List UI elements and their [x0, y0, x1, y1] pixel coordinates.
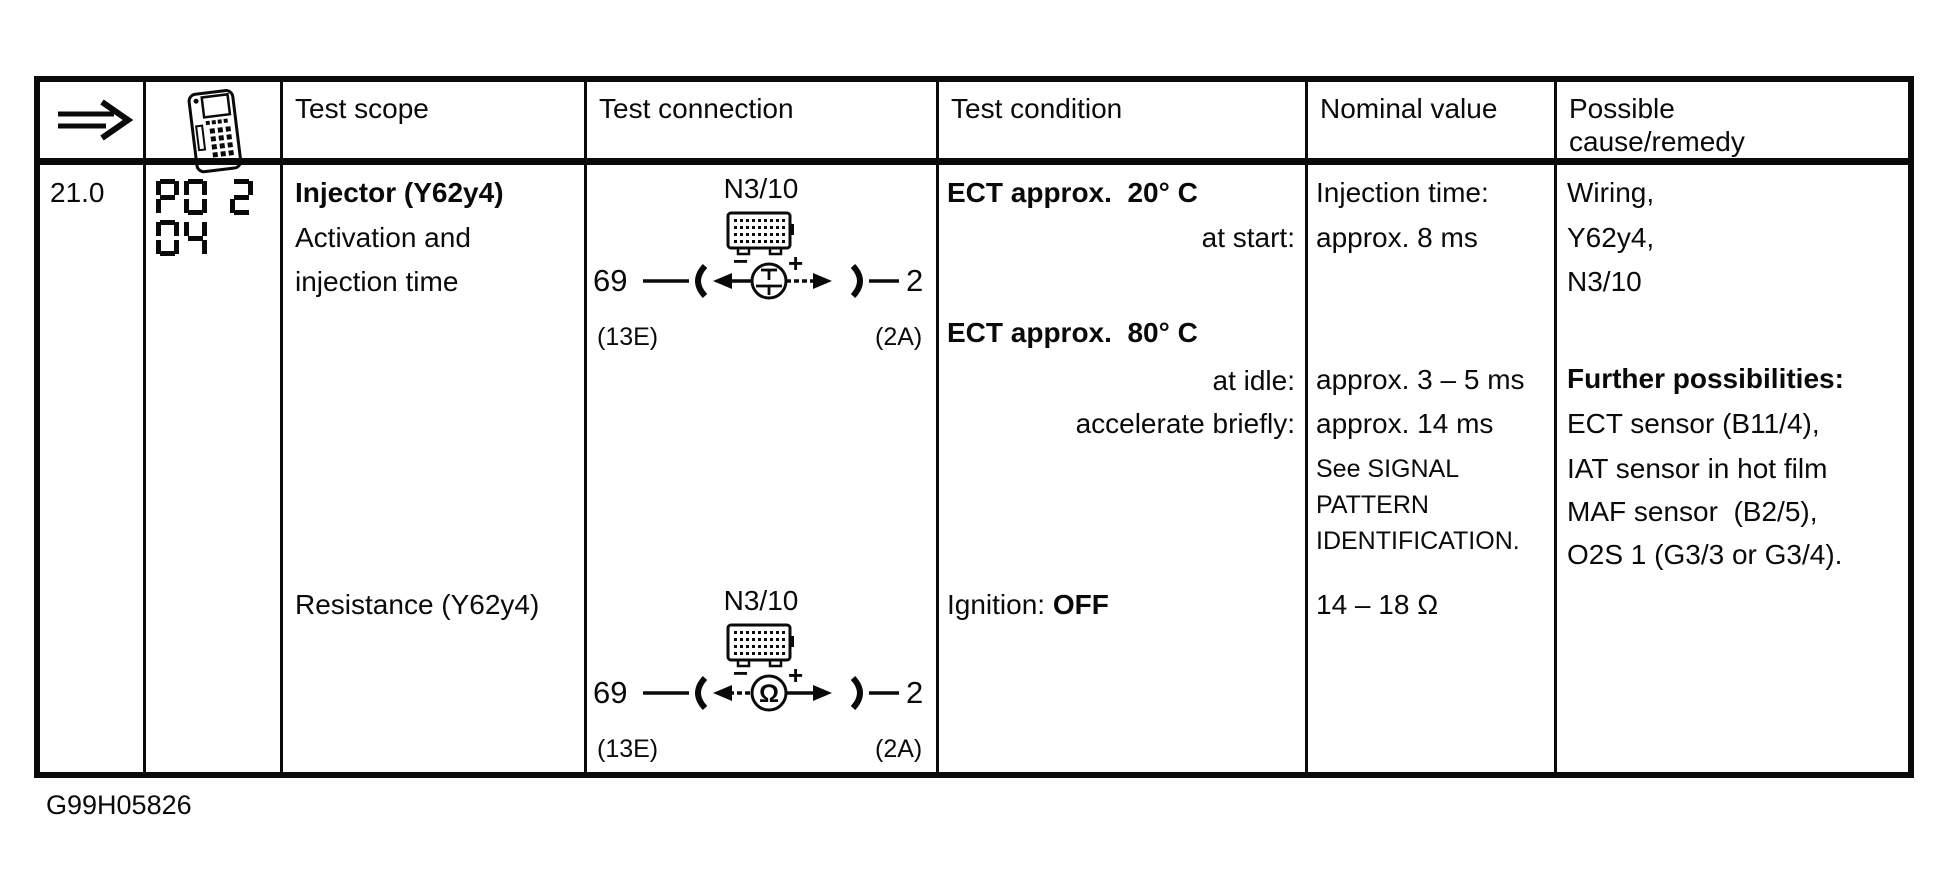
- polarity-plus: +: [788, 669, 804, 690]
- header-label: Test condition: [951, 93, 1123, 124]
- header-test-connection: [587, 82, 939, 178]
- ohm-symbol: Ω: [758, 680, 780, 708]
- ignition-value: OFF: [1052, 589, 1109, 620]
- nominal-resistance: 14 – 18 Ω: [1316, 589, 1439, 620]
- nominal-value-cell: [1308, 165, 1557, 772]
- measurement-wire-diagram: [591, 257, 931, 305]
- header-nominal-value: [1308, 82, 1557, 178]
- pin-number-left: 69: [593, 263, 628, 298]
- step-number-cell: [40, 165, 146, 772]
- diagnostic-test-table: [34, 76, 1914, 778]
- polarity-minus: −: [733, 669, 749, 688]
- cause-further-possibilities: Further possibilities:: [1567, 363, 1844, 394]
- header-tester-cell: [146, 82, 283, 178]
- nominal-3-5ms: approx. 3 – 5 ms: [1316, 364, 1525, 395]
- condition-ect-20: ECT approx. 20° C: [947, 177, 1198, 208]
- control-module-connector-icon: [724, 623, 798, 669]
- header-label: Nominal value: [1320, 93, 1498, 124]
- control-module-connector-icon: [724, 211, 798, 257]
- polarity-plus: +: [788, 257, 804, 278]
- note-line1: See SIGNAL: [1316, 455, 1460, 483]
- scope-line3: injection time: [295, 266, 459, 297]
- table-header-row: [40, 82, 1908, 165]
- nominal-14ms: approx. 14 ms: [1316, 408, 1494, 439]
- probe-arrow-right: [813, 273, 832, 289]
- header-possible-cause: [1557, 82, 1908, 178]
- header-label-line1: Possible: [1569, 93, 1675, 124]
- polarity-minus: −: [733, 257, 749, 276]
- measurement-wire-diagram: [591, 669, 931, 717]
- module-label: N3/10: [723, 585, 799, 616]
- test-condition-cell: [939, 165, 1308, 772]
- test-scope-cell: [283, 165, 587, 772]
- header-test-condition: [939, 82, 1308, 178]
- table-body-row-21-0: [40, 165, 1908, 772]
- condition-accelerate: accelerate briefly:: [1075, 408, 1295, 439]
- scope-line2: Activation and: [295, 222, 471, 253]
- cause-ect-sensor: ECT sensor (B11/4),: [1567, 408, 1820, 439]
- probe-arrow-right: [813, 685, 832, 701]
- cause-n310: N3/10: [1567, 266, 1642, 297]
- scope-title: Injector (Y62y4): [295, 177, 504, 208]
- condition-ect-80: ECT approx. 80° C: [947, 317, 1198, 348]
- cause-o2s: O2S 1 (G3/3 or G3/4).: [1567, 539, 1843, 570]
- step-number: 21.0: [50, 177, 105, 208]
- socket-label-left: (13E): [597, 735, 659, 763]
- double-right-arrow-icon: [54, 98, 138, 144]
- header-step-cell: [40, 82, 146, 178]
- condition-at-idle: at idle:: [1212, 365, 1295, 396]
- lcd-code-cell: [146, 165, 283, 772]
- socket-label-right: (2A): [875, 735, 923, 763]
- header-label-line2: cause/remedy: [1569, 126, 1745, 157]
- connection-diagram-2: [587, 585, 935, 785]
- nominal-injection-time-label: Injection time:: [1316, 177, 1489, 208]
- note-line3: IDENTIFICATION.: [1316, 527, 1520, 555]
- scope-sub2: Resistance (Y62y4): [295, 589, 540, 620]
- pin-number-right: 2: [906, 263, 924, 298]
- lcd-code-display: [156, 179, 280, 261]
- test-connection-cell: [587, 165, 939, 772]
- possible-cause-cell: [1557, 165, 1908, 772]
- ignition-prefix: Ignition:: [947, 589, 1053, 620]
- nominal-8ms: approx. 8 ms: [1316, 222, 1478, 253]
- connection-diagram-1: [587, 173, 935, 373]
- header-label: Test connection: [599, 93, 794, 124]
- nominal-note: [1316, 451, 1520, 559]
- socket-symbol-right: [853, 678, 860, 708]
- cause-y62y4: Y62y4,: [1567, 222, 1655, 253]
- module-label: N3/10: [723, 173, 799, 204]
- pin-number-right: 2: [906, 675, 924, 710]
- header-label: Test scope: [295, 93, 429, 124]
- note-line2: PATTERN: [1316, 491, 1429, 519]
- pin-number-left: 69: [593, 675, 628, 710]
- socket-symbol-right: [853, 266, 860, 296]
- socket-symbol-left: [698, 678, 705, 708]
- socket-label-left: (13E): [597, 323, 659, 351]
- header-test-scope: [283, 82, 587, 178]
- condition-ignition: [947, 589, 1109, 621]
- figure-code: G99H05826: [46, 790, 192, 820]
- condition-at-start: at start:: [1201, 222, 1295, 253]
- socket-label-right: (2A): [875, 323, 923, 351]
- socket-symbol-left: [698, 266, 705, 296]
- cause-maf-sensor: MAF sensor (B2/5),: [1567, 496, 1818, 527]
- cause-wiring: Wiring,: [1567, 177, 1655, 208]
- cause-iat-sensor: IAT sensor in hot film: [1567, 453, 1828, 484]
